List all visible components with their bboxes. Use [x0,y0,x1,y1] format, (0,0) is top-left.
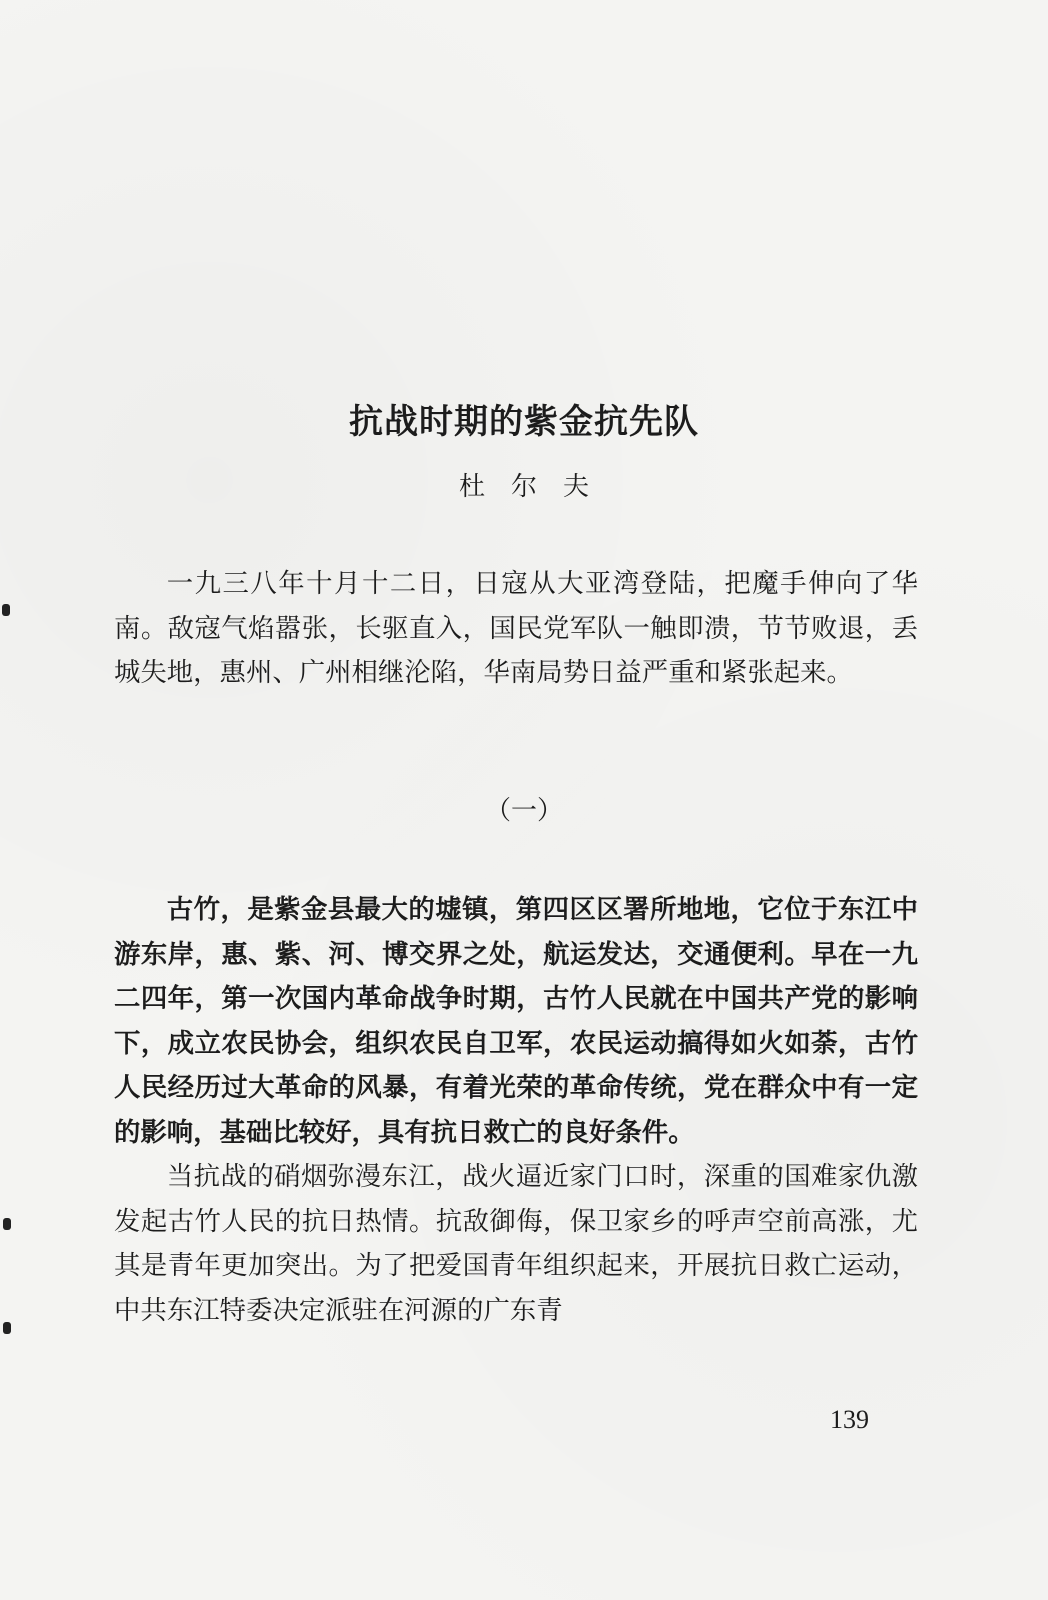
page-number: 139 [830,1405,869,1434]
binding-mark [3,1218,11,1230]
body-paragraph: 古竹，是紫金县最大的墟镇，第四区区署所地地，它位于东江中游东岸，惠、紫、河、博交界之处，航运发达，交通便利。早在一九二四年，第一次国内革命战争时期，古竹人民就在中国共产党的影响下，成立农民协会，组织农民自卫军，农民运动搞得如火如荼，古竹人民经历过大革命的风暴，有着光荣的革命传统，党在群众中有一定的影响，基础比较好，具有抗日救亡的良好条件。 [114,894,918,1148]
intro-paragraph: 一九三八年十月十二日，日寇从大亚湾登陆，把魔手伸向了华南。敌寇气焰嚣张，长驱直入，国民党军队一触即溃，节节败退，丢城失地，惠州、广州相继沦陷，华南局势日益严重和紧张起来。 [114,568,918,688]
main-section [114,888,918,1333]
body-paragraph: 当抗战的硝烟弥漫东江，战火逼近家门口时，深重的国难家仇激发起古竹人民的抗日热情。抗敌御侮，保卫家乡的呼声空前高涨，尤其是青年更加突出。为了把爱国青年组织起来，开展抗日救亡运动，中共东江特委决定派驻在河源的广东青 [114,1161,918,1326]
article-title: 抗战时期的紫金抗先队 [349,402,699,442]
intro-section [114,562,918,696]
binding-mark [2,604,10,616]
section-heading: （一） [484,796,563,826]
binding-mark [3,1322,11,1334]
article-author: 杜尔夫 [458,472,615,502]
